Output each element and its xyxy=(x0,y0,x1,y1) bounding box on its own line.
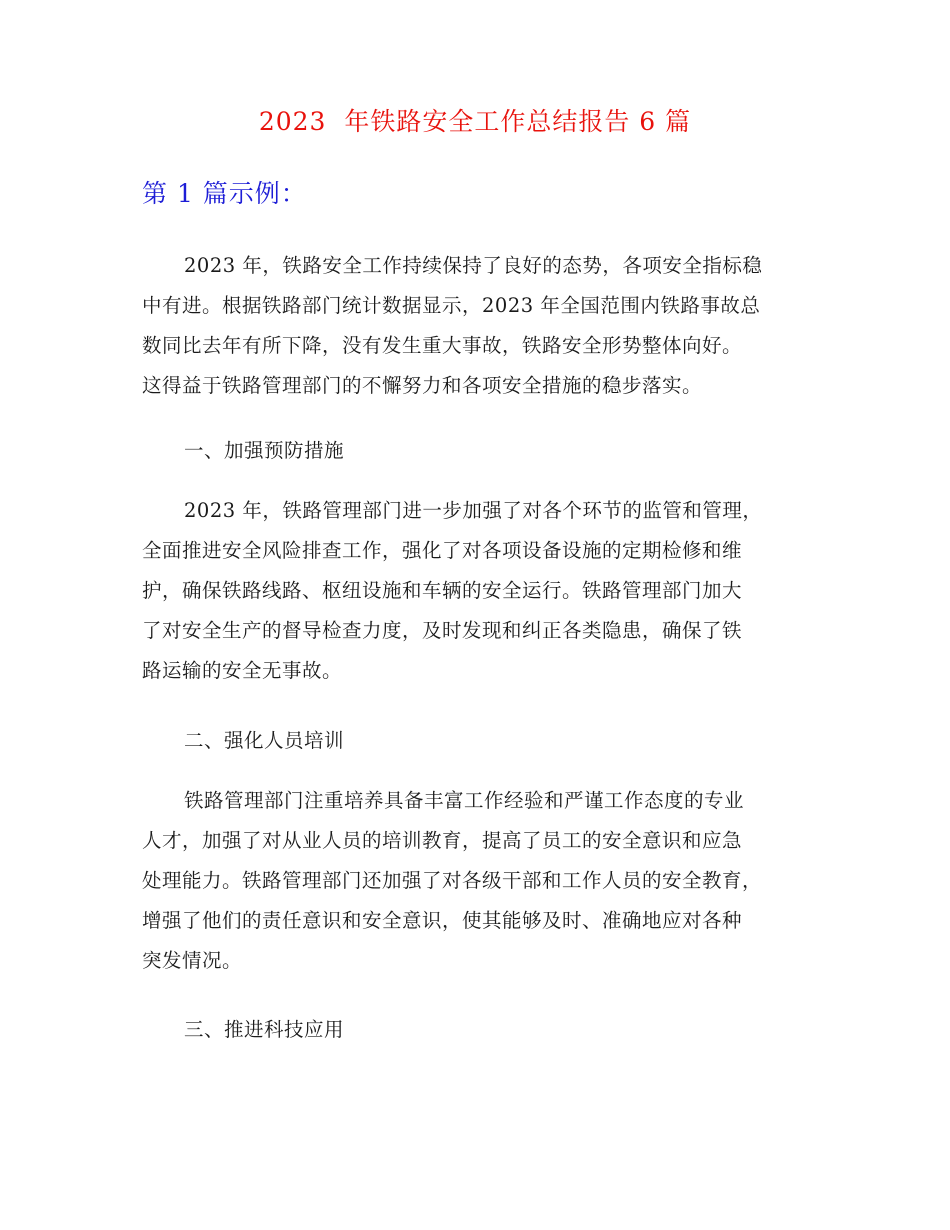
paragraph-line: 这得益于铁路管理部门的不懈努力和各项安全措施的稳步落实。 xyxy=(142,374,703,397)
subheading-text: 二、强化人员培训 xyxy=(184,729,345,752)
paragraph-line: 2023 年，铁路管理部门进一步加强了对各个环节的监管和管理， xyxy=(184,499,763,522)
subheading-text: 一、加强预防措施 xyxy=(184,439,345,462)
subheading-training xyxy=(142,721,832,761)
paragraph-line: 了对安全生产的督导检查力度，及时发现和纠正各类隐患，确保了铁 xyxy=(142,619,743,642)
subheading-text: 三、推进科技应用 xyxy=(184,1018,345,1041)
paragraph-line: 处理能力。铁路管理部门还加强了对各级干部和工作人员的安全教育， xyxy=(142,869,763,892)
paragraph-intro xyxy=(142,246,832,406)
paragraph-line: 数同比去年有所下降，没有发生重大事故，铁路安全形势整体向好。 xyxy=(142,334,743,357)
paragraph-line: 护，确保铁路线路、枢纽设施和车辆的安全运行。铁路管理部门加大 xyxy=(142,579,743,602)
paragraph-line: 2023 年，铁路安全工作持续保持了良好的态势，各项安全指标稳 xyxy=(184,254,763,277)
paragraph-line: 中有进。根据铁路部门统计数据显示，2023 年全国范围内铁路事故总 xyxy=(142,294,761,317)
paragraph-line: 突发情况。 xyxy=(142,949,243,972)
section-heading: 第 1 篇示例： xyxy=(142,179,307,208)
paragraph-line: 全面推进安全风险排查工作，强化了对各项设备设施的定期检修和维 xyxy=(142,539,743,562)
paragraph-line: 路运输的安全无事故。 xyxy=(142,659,343,682)
document-title: 2023 年铁路安全工作总结报告 6 篇 xyxy=(258,107,692,136)
paragraph-line: 增强了他们的责任意识和安全意识，使其能够及时、准确地应对各种 xyxy=(142,909,743,932)
paragraph-training xyxy=(142,781,832,981)
paragraph-line: 人才，加强了对从业人员的培训教育，提高了员工的安全意识和应急 xyxy=(142,829,743,852)
subheading-prevention xyxy=(142,431,832,471)
paragraph-line: 铁路管理部门注重培养具备丰富工作经验和严谨工作态度的专业 xyxy=(184,789,745,812)
paragraph-prevention xyxy=(142,491,832,691)
subheading-technology xyxy=(142,1010,832,1050)
